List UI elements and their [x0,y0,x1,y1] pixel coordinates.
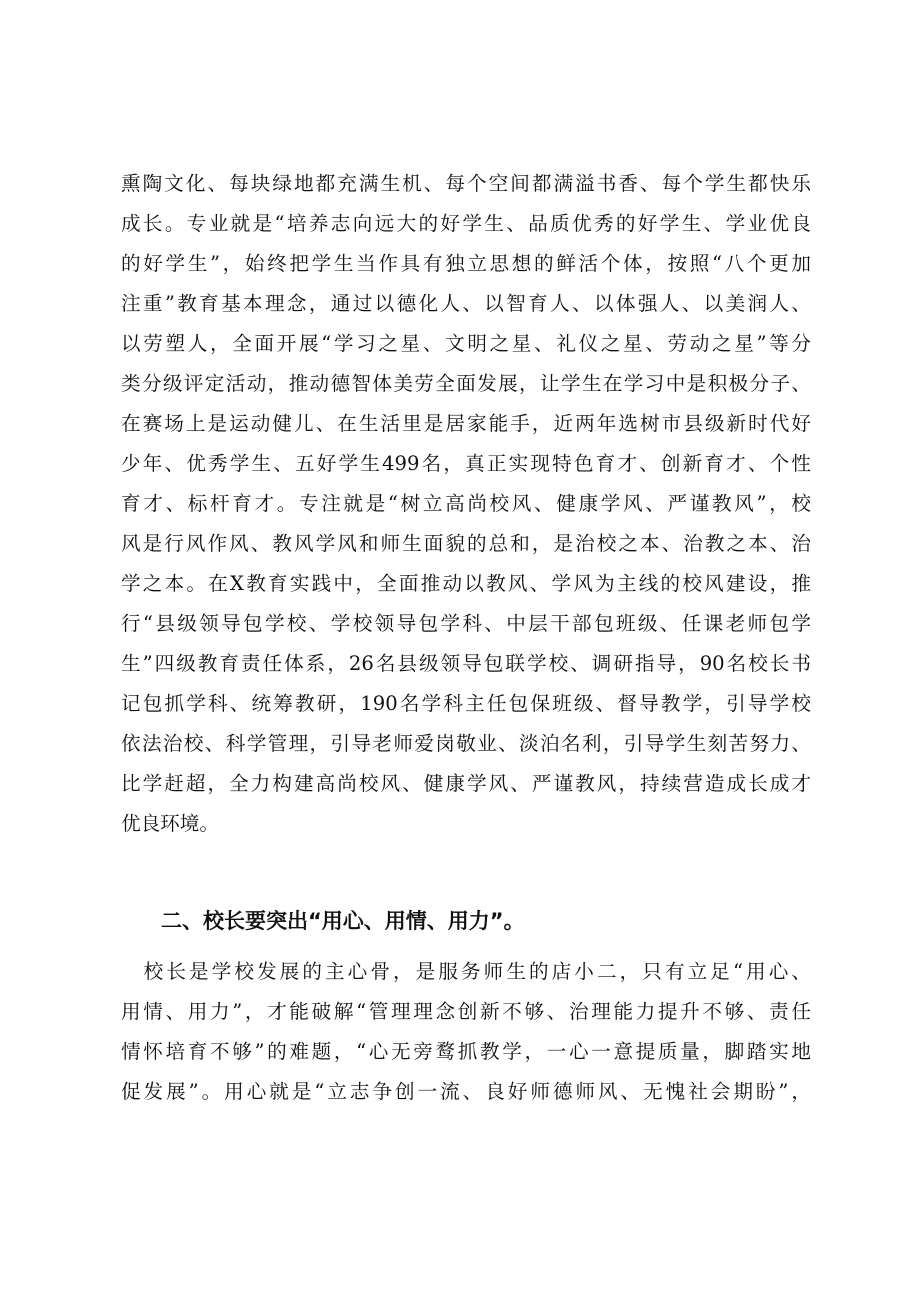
text-line: 比学赶超，全力构建高尚校风、健康学风、严谨教风，持续营造成长成才 [121,772,811,795]
text-line: 注重”教育基本理念，通过以德化人、以智育人、以体强人、以美润人、 [121,292,811,315]
text-line: 情怀培育不够”的难题，“心无旁鹜抓教学，一心一意提质量，脚踏实地 [121,1040,811,1063]
text-line: 优良环境。 [121,812,219,835]
text-line: 用情、用力”，才能破解“管理理念创新不够、治理能力提升不够、责任 [121,1000,811,1023]
text-line: 学之本。在X教育实践中，全面推动以教风、学风为主线的校风建设，推 [121,572,811,595]
text-line: 类分级评定活动，推动德智体美劳全面发展，让学生在学习中是积极分子、 [121,372,811,395]
text-line: 促发展”。用心就是“立志争创一流、良好师德师风、无愧社会期盼”， [121,1080,811,1103]
text-line: 熏陶文化、每块绿地都充满生机、每个空间都满溢书香、每个学生都快乐 [121,172,811,195]
text-line: 少年、优秀学生、五好学生499名，真正实现特色育才、创新育才、个性 [121,452,811,475]
text-line: 的好学生”，始终把学生当作具有独立思想的鲜活个体，按照“八个更加 [121,252,811,275]
body-paragraph-2 [121,952,811,1112]
section-heading: 二、校长要突出“用心、用情、用力”。 [161,909,525,933]
text-line: 育才、标杆育才。专注就是“树立高尚校风、健康学风、严谨教风”，校 [121,492,811,515]
text-line: 成长。专业就是“培养志向远大的好学生、品质优秀的好学生、学业优良 [121,212,811,235]
text-line: 在赛场上是运动健儿、在生活里是居家能手，近两年选树市县级新时代好 [121,412,811,435]
body-paragraph-1 [121,164,811,844]
text-line: 以劳塑人，全面开展“学习之星、文明之星、礼仪之星、劳动之星”等分 [121,332,811,355]
text-line: 生”四级教育责任体系，26名县级领导包联学校、调研指导，90名校长书 [121,652,811,675]
text-line: 记包抓学科、统筹教研，190名学科主任包保班级、督导教学，引导学校 [121,692,811,715]
text-line: 依法治校、科学管理，引导老师爱岗敬业、淡泊名利，引导学生刻苦努力、 [121,732,811,755]
text-line: 风是行风作风、教风学风和师生面貌的总和，是治校之本、治教之本、治 [121,532,811,555]
text-line: 行“县级领导包学校、学校领导包学科、中层干部包班级、任课老师包学 [121,612,811,635]
text-line: 校长是学校发展的主心骨，是服务师生的店小二，只有立足“用心、 [121,960,811,983]
